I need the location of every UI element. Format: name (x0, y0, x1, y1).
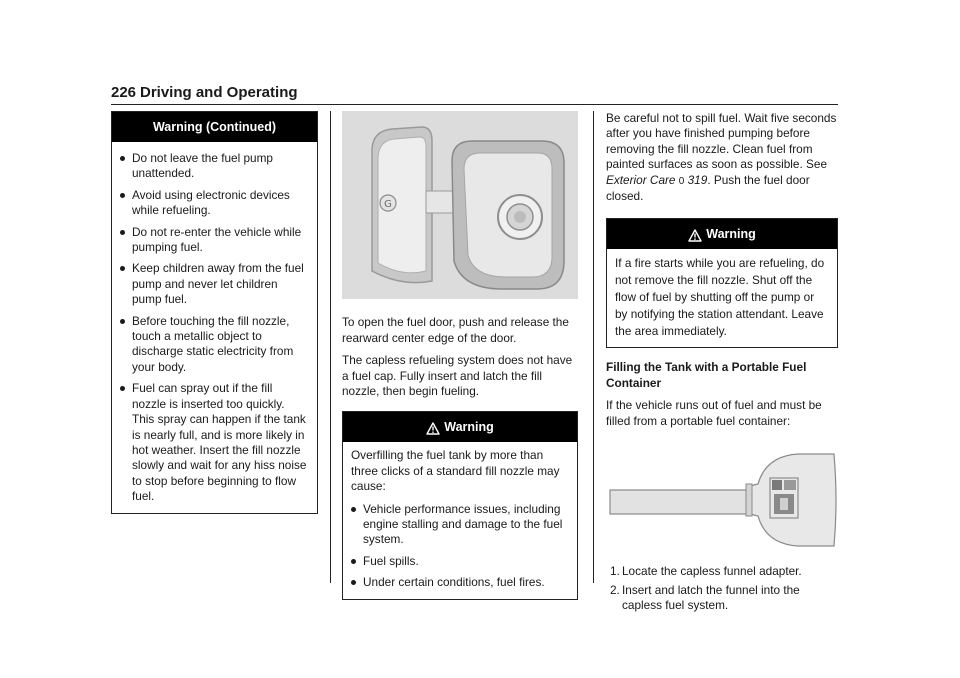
bullet-icon (120, 156, 125, 161)
bullet-item: Do not leave the fuel pump unattended. (120, 151, 309, 182)
fire-warning-text: If a fire starts while you are refueling, do not remove the fill nozzle. Shut off the flow of fuel by shutting off the pump or by notifying the station attendant. Leave the area immediately. (615, 256, 825, 338)
bullet-item: Fuel can spray out if the fill nozzle is inserted too quickly. This spray can happen if the tank is nearly full, and is more likely in hot weather. Insert the fill nozzle slowly and wait for any hiss noise to stop before beginning to flow fuel. (120, 381, 309, 504)
bullet-item: Keep children away from the fuel pump and never let children pump fuel. (120, 261, 309, 307)
svg-text:G: G (384, 199, 392, 210)
overfill-warning-body (343, 442, 577, 598)
bullet-icon (120, 386, 125, 391)
step-item (606, 564, 838, 579)
column-divider (330, 111, 331, 583)
exterior-care-link[interactable]: Exterior Care (606, 172, 676, 187)
warning-continued-body (112, 142, 317, 513)
bullet-item: Do not re-enter the vehicle while pumping fuel. (120, 225, 309, 256)
overfill-warning-intro: Overfilling the fuel tank by more than three clicks of a standard fill nozzle may cause: (351, 448, 560, 494)
column-1 (111, 111, 318, 514)
fire-warning-box (606, 218, 838, 348)
overfill-warning-header (343, 412, 577, 442)
bullet-icon (120, 266, 125, 271)
overfill-bullet-list (351, 502, 569, 591)
bullet-icon (351, 507, 356, 512)
column-divider (593, 111, 594, 583)
fire-warning-header (607, 219, 837, 249)
overfill-warning-title: Warning (444, 420, 494, 435)
spill-paragraph: Be careful not to spill fuel. Wait five seconds after you have finished pumping before removing the fill nozzle. Clean fuel from painted surfaces as soon as possible. See Exterior Care 0 319. Push the fuel door closed. (606, 111, 837, 204)
warning-continued-title: Warning (Continued) (112, 112, 317, 142)
bullet-item: Under certain conditions, fuel fires. (351, 575, 569, 590)
overfill-warning-box (342, 411, 578, 599)
step-text: Locate the capless funnel adapter. (622, 564, 802, 579)
warning-triangle-icon (426, 422, 440, 435)
page-number: 226 (111, 84, 137, 101)
funnel-adapter-illustration (606, 450, 838, 550)
page-reference[interactable]: 319 (687, 172, 708, 187)
fire-warning-body (607, 249, 837, 347)
section-title: Driving and Operating (140, 84, 298, 101)
bullet-icon (120, 230, 125, 235)
warning-bullet-list (120, 151, 309, 505)
column-3 (606, 111, 838, 617)
column-2 (342, 111, 578, 600)
portable-container-heading: Filling the Tank with a Portable Fuel Container (606, 360, 807, 390)
page-reference-arrow-icon: 0 (678, 175, 685, 187)
bullet-icon (120, 319, 125, 324)
capless-paragraph: The capless refueling system does not have a fuel cap. Fully insert and latch the fill nozzle, then begin fueling. (342, 353, 573, 399)
portable-container-paragraph: If the vehicle runs out of fuel and must be filled from a portable fuel container: (606, 398, 822, 428)
bullet-item: Fuel spills. (351, 554, 569, 569)
bullet-item: Avoid using electronic devices while refueling. (120, 188, 309, 219)
portable-container-steps (606, 564, 838, 613)
bullet-icon (351, 559, 356, 564)
warning-continued-box (111, 111, 318, 514)
bullet-icon (120, 193, 125, 198)
fuel-door-illustration (342, 111, 578, 299)
step-item (606, 583, 838, 614)
step-number: 2. (610, 582, 620, 597)
step-text: Insert and latch the funnel into the capless fuel system. (622, 582, 800, 613)
fire-warning-title: Warning (706, 227, 756, 242)
step-number: 1. (610, 564, 620, 579)
bullet-icon (351, 580, 356, 585)
bullet-item: Vehicle performance issues, including engine stalling and damage to the fuel system. (351, 502, 569, 548)
warning-triangle-icon (688, 229, 702, 242)
bullet-item: Before touching the fill nozzle, touch a metallic object to discharge static electricity from your body. (120, 314, 309, 376)
page-header (111, 82, 838, 105)
fuel-door-paragraph: To open the fuel door, push and release the rearward center edge of the door. (342, 315, 569, 345)
